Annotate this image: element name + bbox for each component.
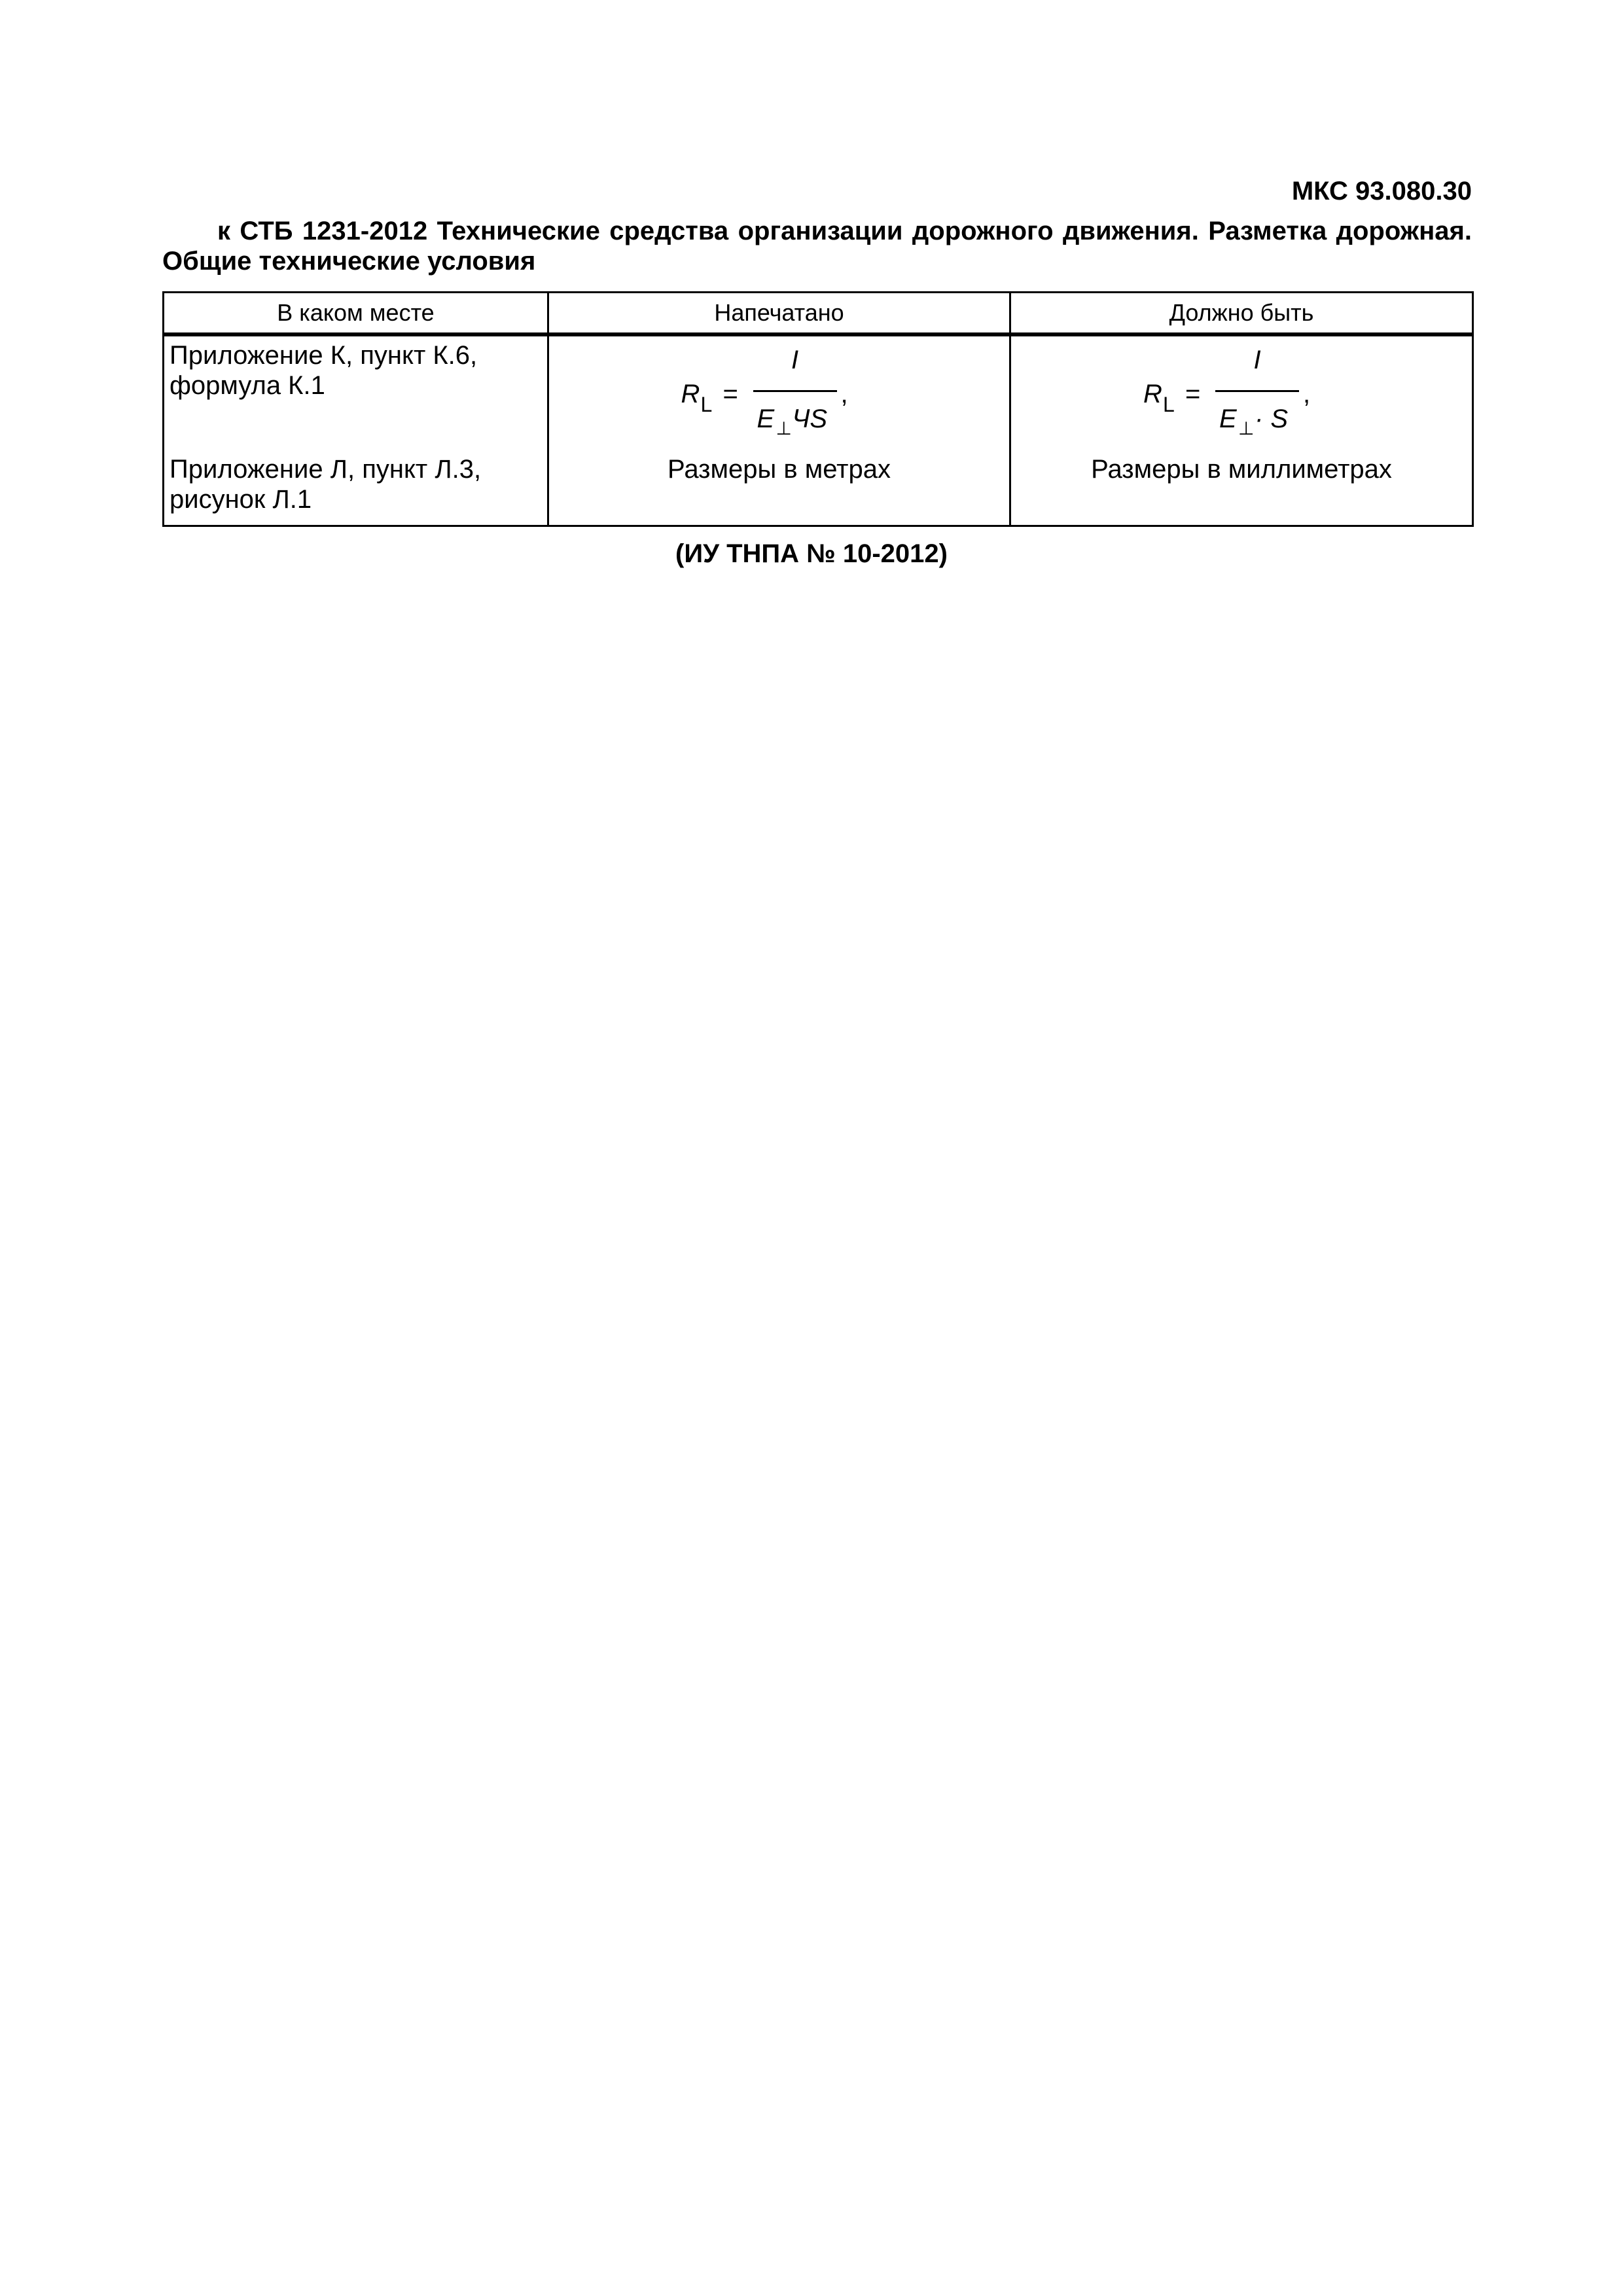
formula-lhs: R (681, 380, 700, 408)
formula-equals: = (722, 380, 738, 408)
place-formula-k1: Приложение К, пункт К.6, формула К.1 (169, 341, 478, 400)
erratum-table (162, 291, 1474, 527)
formula-denominator-rest: ЧS (792, 404, 828, 433)
perpendicular-symbol: ⊥ (776, 418, 792, 439)
formula-denominator-rest: · S (1255, 404, 1289, 433)
formula-equals: = (1185, 380, 1201, 408)
formula-numerator: I (1253, 346, 1261, 374)
table-header-row (164, 293, 1473, 335)
table-row (164, 334, 1473, 526)
formula-lhs: R (1143, 380, 1162, 408)
place-cell (164, 334, 548, 526)
formula-comma: , (1303, 380, 1311, 408)
formula-denominator-e: E (757, 404, 775, 433)
formula-lhs-subscript: L (700, 393, 713, 416)
place-figure-l1: Приложение Л, пункт Л.3, рисунок Л.1 (169, 455, 482, 514)
mks-code: МКС 93.080.30 (1291, 177, 1472, 206)
formula-lhs-subscript: L (1163, 393, 1175, 416)
column-header-printed: Напечатано (548, 293, 1010, 335)
printed-cell (548, 334, 1010, 526)
correct-dimensions: Размеры в миллиметрах (1091, 455, 1392, 484)
formula-comma: , (840, 380, 848, 408)
formula-numerator: I (791, 346, 799, 374)
column-header-place: В каком месте (164, 293, 548, 335)
document-title: к СТБ 1231-2012 Технические средства организации дорожного движения. Разметка дорожная. Общие технические условия (162, 217, 1472, 276)
column-header-correct: Должно быть (1010, 293, 1473, 335)
fraction-bar (753, 390, 837, 392)
printed-dimensions: Размеры в метрах (668, 455, 891, 484)
printed-formula (681, 346, 878, 444)
correct-formula (1143, 346, 1340, 444)
formula-denominator-e: E (1219, 404, 1237, 433)
amendment-reference: (ИУ ТНПА № 10-2012) (675, 539, 948, 568)
fraction-bar (1215, 390, 1299, 392)
correct-cell (1010, 334, 1473, 526)
perpendicular-symbol: ⊥ (1238, 418, 1255, 439)
